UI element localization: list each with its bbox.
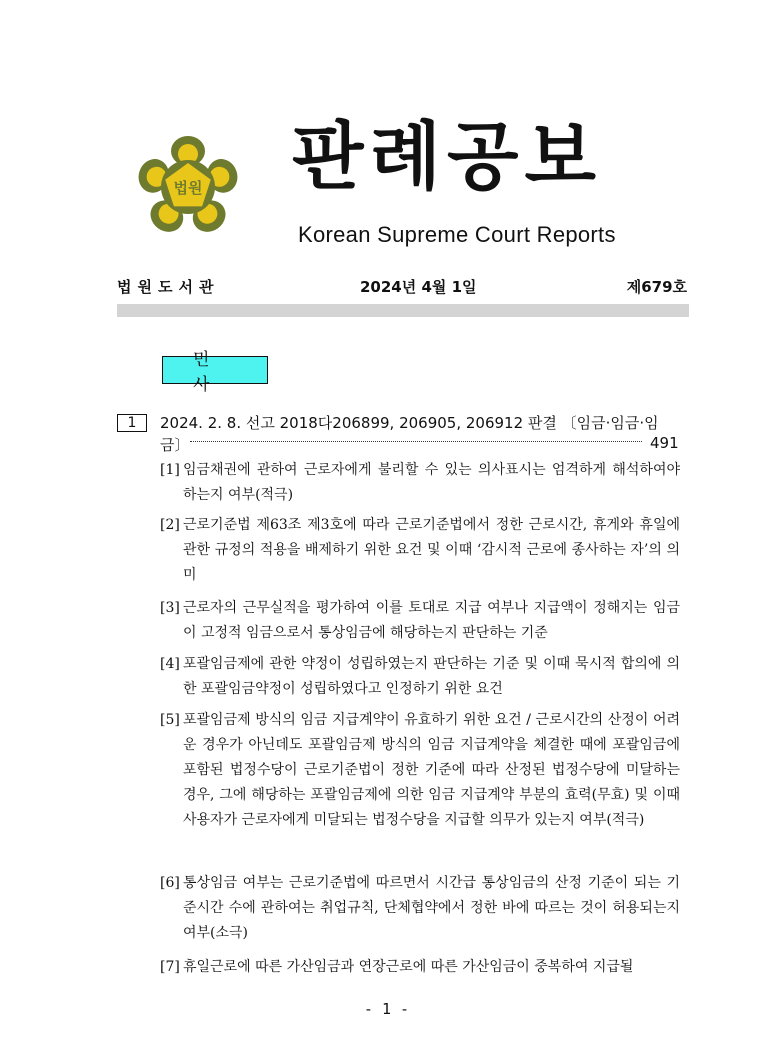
item-number: [7] xyxy=(160,959,180,975)
emblem-text: 법원 xyxy=(173,179,203,197)
issue-date: 2024년 4월 1일 xyxy=(360,278,477,296)
header-divider xyxy=(117,304,689,317)
list-item xyxy=(160,652,680,702)
page-number: - 1 - xyxy=(363,1000,410,1018)
journal-title-english: Korean Supreme Court Reports xyxy=(298,222,616,247)
list-item xyxy=(160,513,680,588)
list-item xyxy=(160,955,680,980)
item-text: 휴일근로에 따른 가산임금과 연장근로에 따른 가산임금이 중복하여 지급될 xyxy=(183,959,634,975)
item-number: [5] xyxy=(160,712,180,728)
dot-leader xyxy=(190,441,642,442)
item-text: 근로기준법 제63조 제3호에 따라 근로기준법에서 정한 근로시간, 휴게와 휴일에 관한 규정의 적용을 배제하기 위한 요건 및 이때 ‘감시적 근로에 종사하는 자’의 의미 xyxy=(183,517,680,583)
journal-title-korean: 판례공보 xyxy=(292,114,602,200)
list-item xyxy=(160,458,680,508)
case-citation: 2024. 2. 8. 선고 2018다206899, 206905, 206912 판결 〔임금·임금·임 xyxy=(160,414,659,432)
publisher: 법원도서관 xyxy=(117,278,220,296)
section-label: 민 사 xyxy=(162,356,268,384)
item-number: [4] xyxy=(160,656,180,672)
item-text: 포괄임금제 방식의 임금 지급계약이 유효하기 위한 요건 / 근로시간의 산정이 어려운 경우가 아닌데도 포괄임금제 방식의 임금 지급계약을 체결한 때에 포괄임금에 포함된 법정수당이 근로기준법이 정한 기준에 따라 산정된 법정수당에 미달하는 경우, 그에 해당하는 포괄임금제에 의한 임금 지급계약 부분의 효력(무효) 및 이때 사용자가 근로자에게 미달되는 법정수당을 지급할 의무가 있는지 여부(적극) xyxy=(183,712,680,828)
issue-number: 제679호 xyxy=(626,278,687,296)
case-number-box: 1 xyxy=(117,414,147,432)
case-page-number: 491 xyxy=(650,434,679,452)
case-citation-continued: 금〕 xyxy=(160,436,190,454)
item-text: 임금채권에 관하여 근로자에게 불리할 수 있는 의사표시는 엄격하게 해석하여야 하는지 여부(적극) xyxy=(183,462,680,503)
item-number: [1] xyxy=(160,462,180,478)
list-item xyxy=(160,596,680,646)
item-text: 통상임금 여부는 근로기준법에 따르면서 시간급 통상임금의 산정 기준이 되는 기준시간 수에 관하여는 취업규칙, 단체협약에서 정한 바에 따르는 것이 허용되는지 여부(소극) xyxy=(183,875,680,941)
list-item xyxy=(160,708,680,833)
item-number: [2] xyxy=(160,517,180,533)
list-item xyxy=(160,871,680,946)
item-number: [6] xyxy=(160,875,180,891)
item-number: [3] xyxy=(160,600,180,616)
court-emblem-icon xyxy=(137,132,239,238)
item-text: 근로자의 근무실적을 평가하여 이를 토대로 지급 여부나 지급액이 정해지는 임금이 고정적 임금으로서 통상임금에 해당하는지 판단하는 기준 xyxy=(183,600,680,641)
item-text: 포괄임금제에 관한 약정이 성립하였는지 판단하는 기준 및 이때 묵시적 합의에 의한 포괄임금약정이 성립하였다고 인정하기 위한 요건 xyxy=(183,656,680,697)
